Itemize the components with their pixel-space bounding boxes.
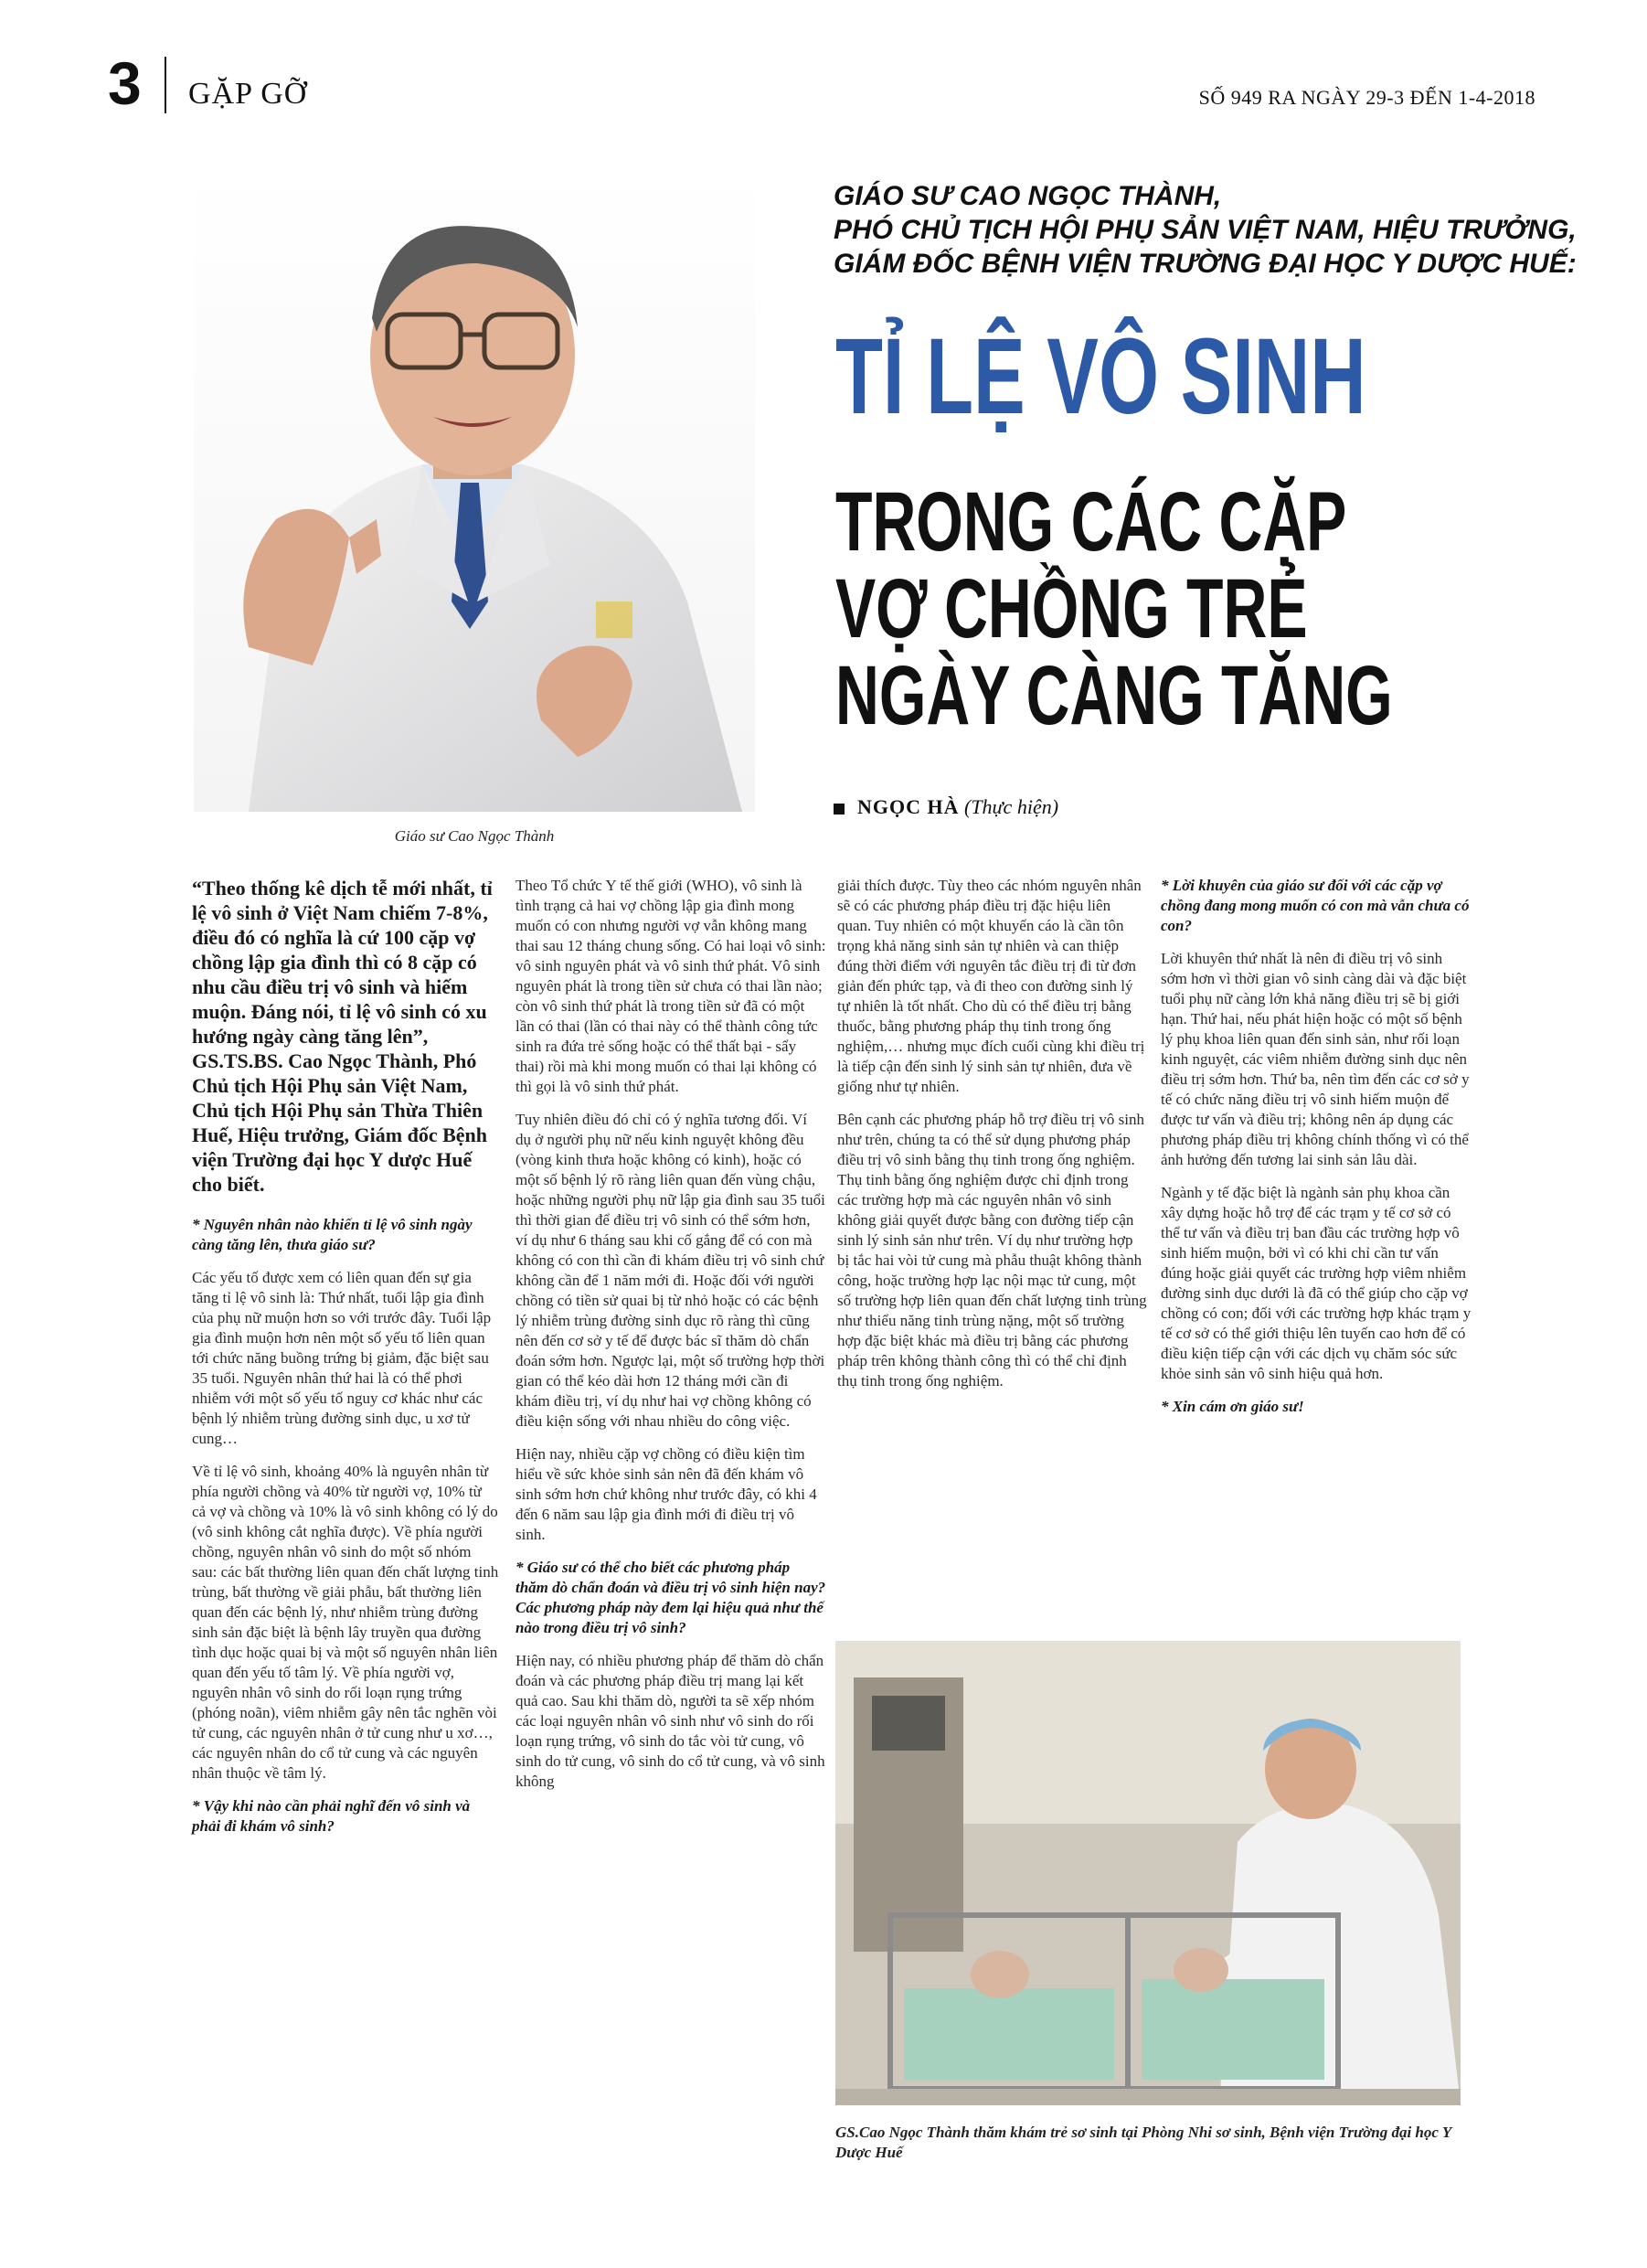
square-bullet-icon [834,804,845,815]
article-column-4 [1161,876,1472,1430]
byline-role: (Thực hiện) [964,795,1059,818]
interview-question: * Giáo sư có thể cho biết các phương pháp thăm dò chẩn đoán và điều trị vô sinh hiện nay? Các phương pháp này đem lại hiệu quả như thế nào trong điều trị vô sinh? [515,1559,826,1636]
page-number: 3 [108,49,142,117]
ward-photo [835,1641,1461,2105]
body-paragraph: Bên cạnh các phương pháp hỗ trợ điều trị vô sinh như trên, chúng ta có thể sử dụng phương pháp điều trị vô sinh bằng thụ tinh trong ống nghiệm. Thụ tinh bằng ống nghiệm được chỉ định trong các trường hợp mà các nguyên nhân vô sinh không giải quyết được bằng con đường tiếp cận sinh lý sinh sản như trên. Ví dụ như trường hợp bị tắc hai vòi tử cung mà phẫu thuật không thành công, hoặc trường hợp lạc nội mạc tử cung, một số trường hợp liên quan đến chất lượng tinh trùng như thiểu năng tinh trùng nặng, một số trường hợp đặc biệt khác mà điều trị bằng các phương pháp trên không thành công thì có thể chỉ định thụ tinh trong ống nghiệm. [837,1111,1147,1390]
headline-rest [835,475,1393,742]
interview-question: * Lời khuyên của giáo sư đối với các cặp vợ chồng đang mong muốn có con mà vẫn chưa có con? [1161,877,1470,934]
portrait-caption: Giáo sư Cao Ngọc Thành [394,827,555,845]
body-paragraph: Các yếu tố được xem có liên quan đến sự gia tăng tỉ lệ vô sinh là: Thứ nhất, tuổi lập gia đình của phụ nữ muộn hơn so với trước đây. Tuổi lập gia đình muộn hơn nên một số yếu tố liên quan tới chức năng buồng trứng bị giảm, đặc biệt sau 35 tuổi. Nguyên nhân thứ hai là có thể phơi nhiễm với một số yếu tố nguy cơ khác như các bệnh lý nhiễm trùng đường sinh dục, u xơ tử cung… [192,1269,492,1447]
closing-thanks: * Xin cám ơn giáo sư! [1161,1398,1304,1415]
interview-question: * Nguyên nhân nào khiến tỉ lệ vô sinh ngày càng tăng lên, thưa giáo sư? [192,1216,473,1253]
article-column-2 [515,876,826,1805]
byline-author: NGỌC HÀ [857,795,960,818]
body-paragraph: Hiện nay, nhiều cặp vợ chồng có điều kiện tìm hiểu về sức khỏe sinh sản nên đã đến khám vô sinh sớm hơn chứ không như trước đây, có khi 4 đến 6 năm sau lập gia đình mới đi điều trị vô sinh. [515,1445,817,1543]
body-paragraph: Lời khuyên thứ nhất là nên đi điều trị vô sinh sớm hơn vì thời gian vô sinh càng dài và đặc biệt tuổi phụ nữ càng lớn khả năng điều trị sẽ bị giới hạn. Thứ hai, nếu phát hiện hoặc có một số bệnh lý phụ khoa liên quan đến sinh sản, như rối loạn kinh nguyệt, các viêm nhiễm đường sinh dục nên điều trị sớm hơn. Thứ ba, nên tìm đến các cơ sở y tế có chức năng điều trị vô sinh hiếm muộn để được tư vấn và điều trị; không nên áp dụng các phương pháp điều trị không chính thống vì có thể ảnh hưởng đến tương lai sinh sản lâu dài. [1161,950,1470,1168]
section-name: GẶP GỠ [188,77,308,111]
subheading-line: GIÁM ĐỐC BỆNH VIỆN TRƯỜNG ĐẠI HỌC Y DƯỢC HUẾ: [834,249,1577,279]
issue-info: SỐ 949 RA NGÀY 29-3 ĐẾN 1-4-2018 [1198,86,1535,109]
body-paragraph: giải thích được. Tùy theo các nhóm nguyên nhân sẽ có các phương pháp điều trị đặc hiệu liên quan. Tuy nhiên có một khuyến cáo là cần tôn trọng khả năng sinh sản tự nhiên và can thiệp đúng thời điểm với nguyên tắc điều trị đi từ đơn giản đến phức tạp, và đi theo con đường sinh lý tự nhiên là tốt nhất. Cho dù có thể điều trị bằng thuốc, bằng phương pháp thụ tinh trong ống nghiệm,… nhưng mục đích cuối cùng khi điều trị là tiếp cận đến sinh lý sinh sản tự nhiên, đưa về giống như tự nhiên. [837,877,1145,1095]
ward-photo-caption: GS.Cao Ngọc Thành thăm khám trẻ sơ sinh tại Phòng Nhi sơ sinh, Bệnh viện Trường đại học Y Dược Huế [835,2124,1451,2161]
header-divider [165,57,166,113]
headline-line: VỢ CHỒNG TRẺ [835,562,1308,655]
interview-question: * Vậy khi nào cần phải nghĩ đến vô sinh và phải đi khám vô sinh? [192,1797,471,1835]
body-paragraph: Hiện nay, có nhiều phương pháp để thăm dò chẩn đoán và các phương pháp điều trị mang lại kết quả cao. Sau khi thăm dò, người ta sẽ xếp nhóm các loại nguyên nhân vô sinh như vô sinh do rối loạn rụng trứng, vô sinh do tắc vòi tử cung, vô sinh do tử cung, vô sinh do cổ tử cung, và vô sinh không [515,1652,825,1790]
subheading-line: GIÁO SƯ CAO NGỌC THÀNH, [834,181,1222,211]
body-paragraph: Ngành y tế đặc biệt là ngành sản phụ khoa cần xây dựng hoặc hỗ trợ để các trạm y tế cơ sở có thể tư vấn và điều trị ban đầu các trường hợp vô sinh hiếm muộn, bởi vì có khi chỉ cần tư vấn đúng hoặc giải quyết các trường hợp viêm nhiễm đường sinh dục dưới là đã có thể giúp cho cặp vợ chồng có con; đối với các trường hợp khác trạm y tế cơ sở có thể giới thiệu lên tuyến cao hơn để có điều kiện tiếp cận với các dịch vụ chăm sóc sức khỏe sinh sản vô sinh hiệu quả hơn. [1161,1184,1472,1382]
portrait-photo [194,172,755,812]
body-paragraph: Tuy nhiên điều đó chỉ có ý nghĩa tương đối. Ví dụ ở người phụ nữ nếu kinh nguyệt không đều (vòng kinh thưa hoặc không có kinh), hoặc có một số bệnh lý rõ ràng liên quan đến vùng chậu, hoặc những người phụ nữ lập gia đình sau 35 tuổi thì thời gian để điều trị vô sinh có thể sớm hơn, ví dụ như 6 tháng sau khi cố gắng để có con mà không có con thì cần đi khám điều trị vô sinh chứ không cần để 1 năm mới đi. Hoặc đối với người chồng có tiền sử quai bị từ nhỏ hoặc có các bệnh lý nhiễm trùng đường sinh dục rõ ràng thì cũng nên đến cơ sở y tế để được bác sĩ thăm dò chẩn đoán sớm hơn. Ngược lại, một số trường hợp thời gian có thể kéo dài hơn 12 tháng mới cần đi khám điều trị, ví dụ như hai vợ chồng không có điều kiện sống với nhau nhiều do công việc. [515,1111,825,1430]
headline-line: NGÀY CÀNG TĂNG [835,649,1393,742]
byline [834,795,1058,819]
subheading [834,179,1577,281]
headline-line: TRONG CÁC CẶP [835,475,1347,569]
body-paragraph: Về tỉ lệ vô sinh, khoảng 40% là nguyên nhân từ phía người chồng và 40% từ người vợ, 10% từ cả vợ và chồng và 10% là vô sinh không có lý do (vô sinh không cắt nghĩa được). Về phía người chồng, nguyên nhân vô sinh do một số nhóm sau: các bất thường liên quan đến chất lượng tinh trùng, bất thường về giải phẫu, bất thường liên quan đến các bệnh lý, như nhiễm trùng đường sinh sản đặc biệt là bệnh lây truyền qua đường tình dục hoặc quai bị và một số nguyên nhân liên quan đến yếu tố tâm lý. Về phía người vợ, nguyên nhân vô sinh do rối loạn rụng trứng (phóng noãn), viêm nhiễm gây nên tắc nghẽn vòi tử cung, các nguyên nhân ở tử cung như u xơ…, các nguyên nhân do cổ tử cung và các nguyên nhân thuộc về tâm lý. [192,1463,499,1782]
article-column-1 [192,876,499,1849]
lead-quote: “Theo thống kê dịch tễ mới nhất, tỉ lệ vô sinh ở Việt Nam chiếm 7-8%, điều đó có nghĩa là cứ 100 cặp vợ chồng lập gia đình thì có 8 cặp có nhu cầu điều trị vô sinh và hiếm muộn. Đáng nói, tỉ lệ vô sinh có xu hướng ngày càng tăng lên”, GS.TS.BS. Cao Ngọc Thành, Phó Chủ tịch Hội Phụ sản Việt Nam, Chủ tịch Hội Phụ sản Thừa Thiên Huế, Hiệu trưởng, Giám đốc Bệnh viện Trường đại học Y dược Huế cho biết. [192,877,493,1196]
headline-main: TỈ LỆ VÔ SINH [835,316,1366,437]
subheading-line: PHÓ CHỦ TỊCH HỘI PHỤ SẢN VIỆT NAM, HIỆU TRƯỞNG, [834,215,1577,245]
body-paragraph: Theo Tổ chức Y tế thế giới (WHO), vô sinh là tình trạng cả hai vợ chồng lập gia đình mong muốn có con nhưng người vợ vẫn không mang thai sau 12 tháng chung sống. Có hai loại vô sinh: vô sinh nguyên phát và vô sinh thứ phát. Vô sinh nguyên phát là trong tiền sử chưa có thai lần nào; còn vô sinh thứ phát là trong tiền sử đã có một lần có thai (lần có thai này có thể thành công tức sinh ra đứa trẻ sống hoặc có thể thất bại - sẩy thai) rồi mà khi mong muốn có thai lại không có thì gọi là vô sinh thứ phát. [515,877,826,1095]
article-column-3 [837,876,1148,1404]
